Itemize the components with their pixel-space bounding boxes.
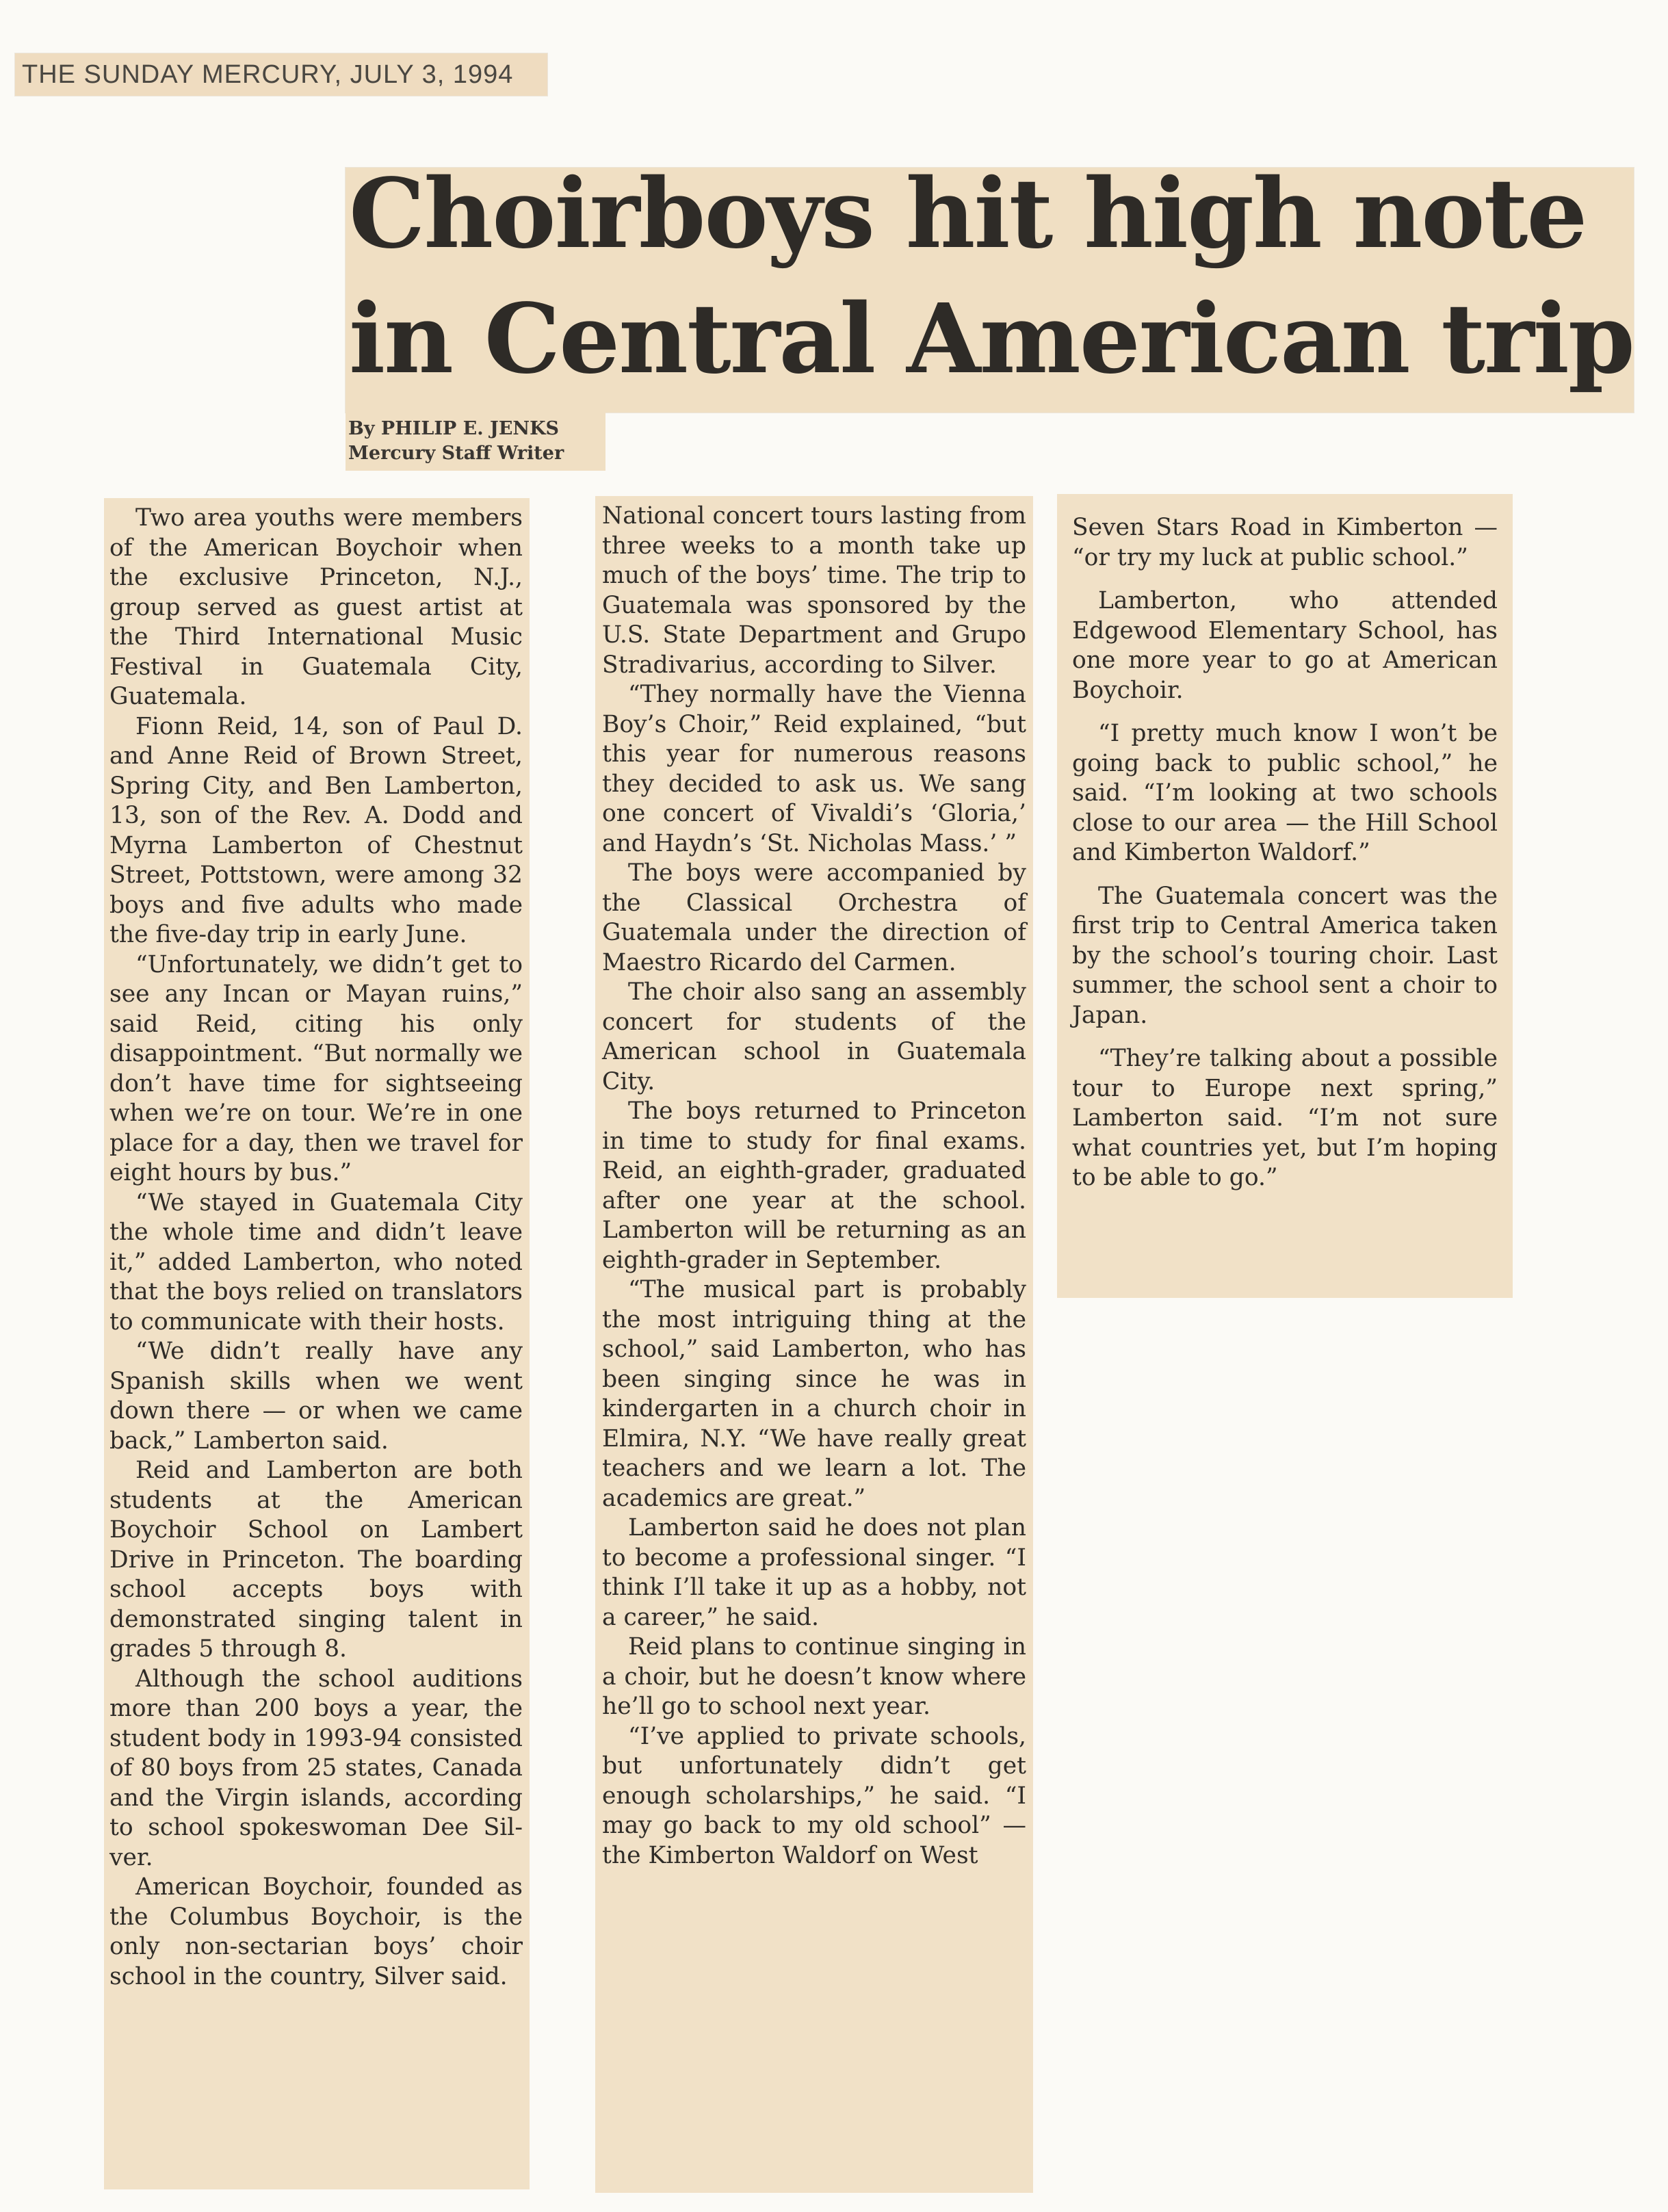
byline: [346, 413, 605, 471]
article-column-3: [1057, 494, 1513, 1298]
paragraph: “I pretty much know I won’t be going back to public school,” he said. “I’m looking at two schools close to our area — the Hill School and Kimberton Waldorf.”: [1072, 720, 1498, 866]
dateline: THE SUNDAY MERCURY, JULY 3, 1994: [15, 53, 547, 96]
paragraph: “They’re talking about a possible tour to Europe next spring,” Lamberton said. “I’m not sure what countries yet, but I’m hoping to be able to go.”: [1072, 1045, 1498, 1191]
article-column-2: [595, 496, 1033, 2193]
paragraph: “I’ve applied to private schools, but unfortunately didn’t get enough scholarships,” he said. “I may go back to my old school” — the Kimberton Waldorf on West: [602, 1722, 1026, 1869]
paragraph: “They normally have the Vienna Boy’s Choir,” Reid explained, “but this year for numerous reasons they decided to ask us. We sang one concert of Vivaldi’s ‘Gloria,’ and Haydn’s ‘St. Nicholas Mass.’ ”: [602, 681, 1026, 857]
headline-line-1: Choirboys hit high note: [349, 158, 1587, 270]
byline-title: Mercury Staff Writer: [348, 443, 564, 464]
paragraph: Reid plans to continue singing in a choir, but he doesn’t know where he’ll go to school next year.: [602, 1633, 1026, 1720]
paragraph: The choir also sang an assembly concert for students of the American school in Guatemala City.: [602, 978, 1026, 1095]
paragraph: “We stayed in Guatemala City the whole time and didn’t leave it,” added Lamberton, who noted that the boys relied on translators to communicate with their hosts.: [109, 1188, 523, 1336]
paragraph: Lamberton said he does not plan to become a professional singer. “I think I’ll take it up as a hobby, not a career,” he said.: [602, 1514, 1026, 1631]
paragraph: “We didn’t really have any Spanish skills when we went down there — or when we came back,” Lamberton said.: [109, 1338, 523, 1455]
paragraph: National concert tours lasting from three weeks to a month take up much of the boys’ time. The trip to Guatemala was sponsored by the U.S. State Department and Grupo Stradivarius, according to Silver.: [602, 502, 1026, 679]
paragraph: Reid and Lamberton are both students at the American Boychoir School on Lambert Drive in Princeton. The boarding school accepts boys with demonstrated singing talent in grades 5 through 8.: [109, 1457, 523, 1663]
paragraph: Lamberton, who attended Edgewood Elementary School, has one more year to go at American Boychoir.: [1072, 587, 1498, 704]
article-column-1: [104, 498, 530, 2189]
paragraph: “Unfortunately, we didn’t get to see any Incan or Mayan ruins,” said Reid, citing his only disappointment. “But normally we don’t have time for sightseeing when we’re on tour. We’re in one place for a day, then we travel for eight hours by bus.”: [109, 950, 523, 1186]
paragraph: The boys were accompanied by the Classical Orchestra of Guatemala under the direction of Maestro Ricardo del Carmen.: [602, 859, 1026, 976]
paragraph: Fionn Reid, 14, son of Paul D. and Anne Reid of Brown Street, Spring City, and Ben Lamberton, 13, son of the Rev. A. Dodd and Myrna Lamberton of Chestnut Street, Pottstown, were among 32 boys and five adults who made the five-day trip in early June.: [109, 712, 523, 948]
paragraph: Seven Stars Road in Kimberton — “or try my luck at public school.”: [1072, 514, 1498, 571]
paragraph: The Guatemala concert was the first trip to Central America taken by the school’s touring choir. Last summer, the school sent a choir to Japan.: [1072, 882, 1498, 1029]
paragraph: American Boychoir, founded as the Columbus Boychoir, is the only non-sectarian boys’ choir school in the country, Silver said.: [109, 1873, 523, 1990]
paragraph: Two area youths were members of the American Boychoir when the exclusive Princeton, N.J., group served as guest artist at the Third International Music Festival in Guatemala City, Guatemala.: [109, 504, 523, 710]
headline: [349, 152, 1649, 402]
headline-line-2: in Central American trip: [349, 283, 1634, 395]
paragraph: The boys returned to Princeton in time to study for final exams. Reid, an eighth-grader, graduated after one year at the school. Lamberton will be returning as an eighth-grader in September.: [602, 1097, 1026, 1274]
byline-author: By PHILIP E. JENKS: [348, 418, 560, 439]
paragraph: “The musical part is probably the most intriguing thing at the school,” said Lamberton, who has been singing since he was in kindergarten in a church choir in Elmira, N.Y. “We have really great teachers and we learn a lot. The academics are great.”: [602, 1276, 1026, 1512]
paragraph: Although the school auditions more than 200 boys a year, the student body in 1993-94 consisted of 80 boys from 25 states, Canada and the Virgin islands, according to school spokeswoman Dee Silver.: [109, 1665, 523, 1871]
